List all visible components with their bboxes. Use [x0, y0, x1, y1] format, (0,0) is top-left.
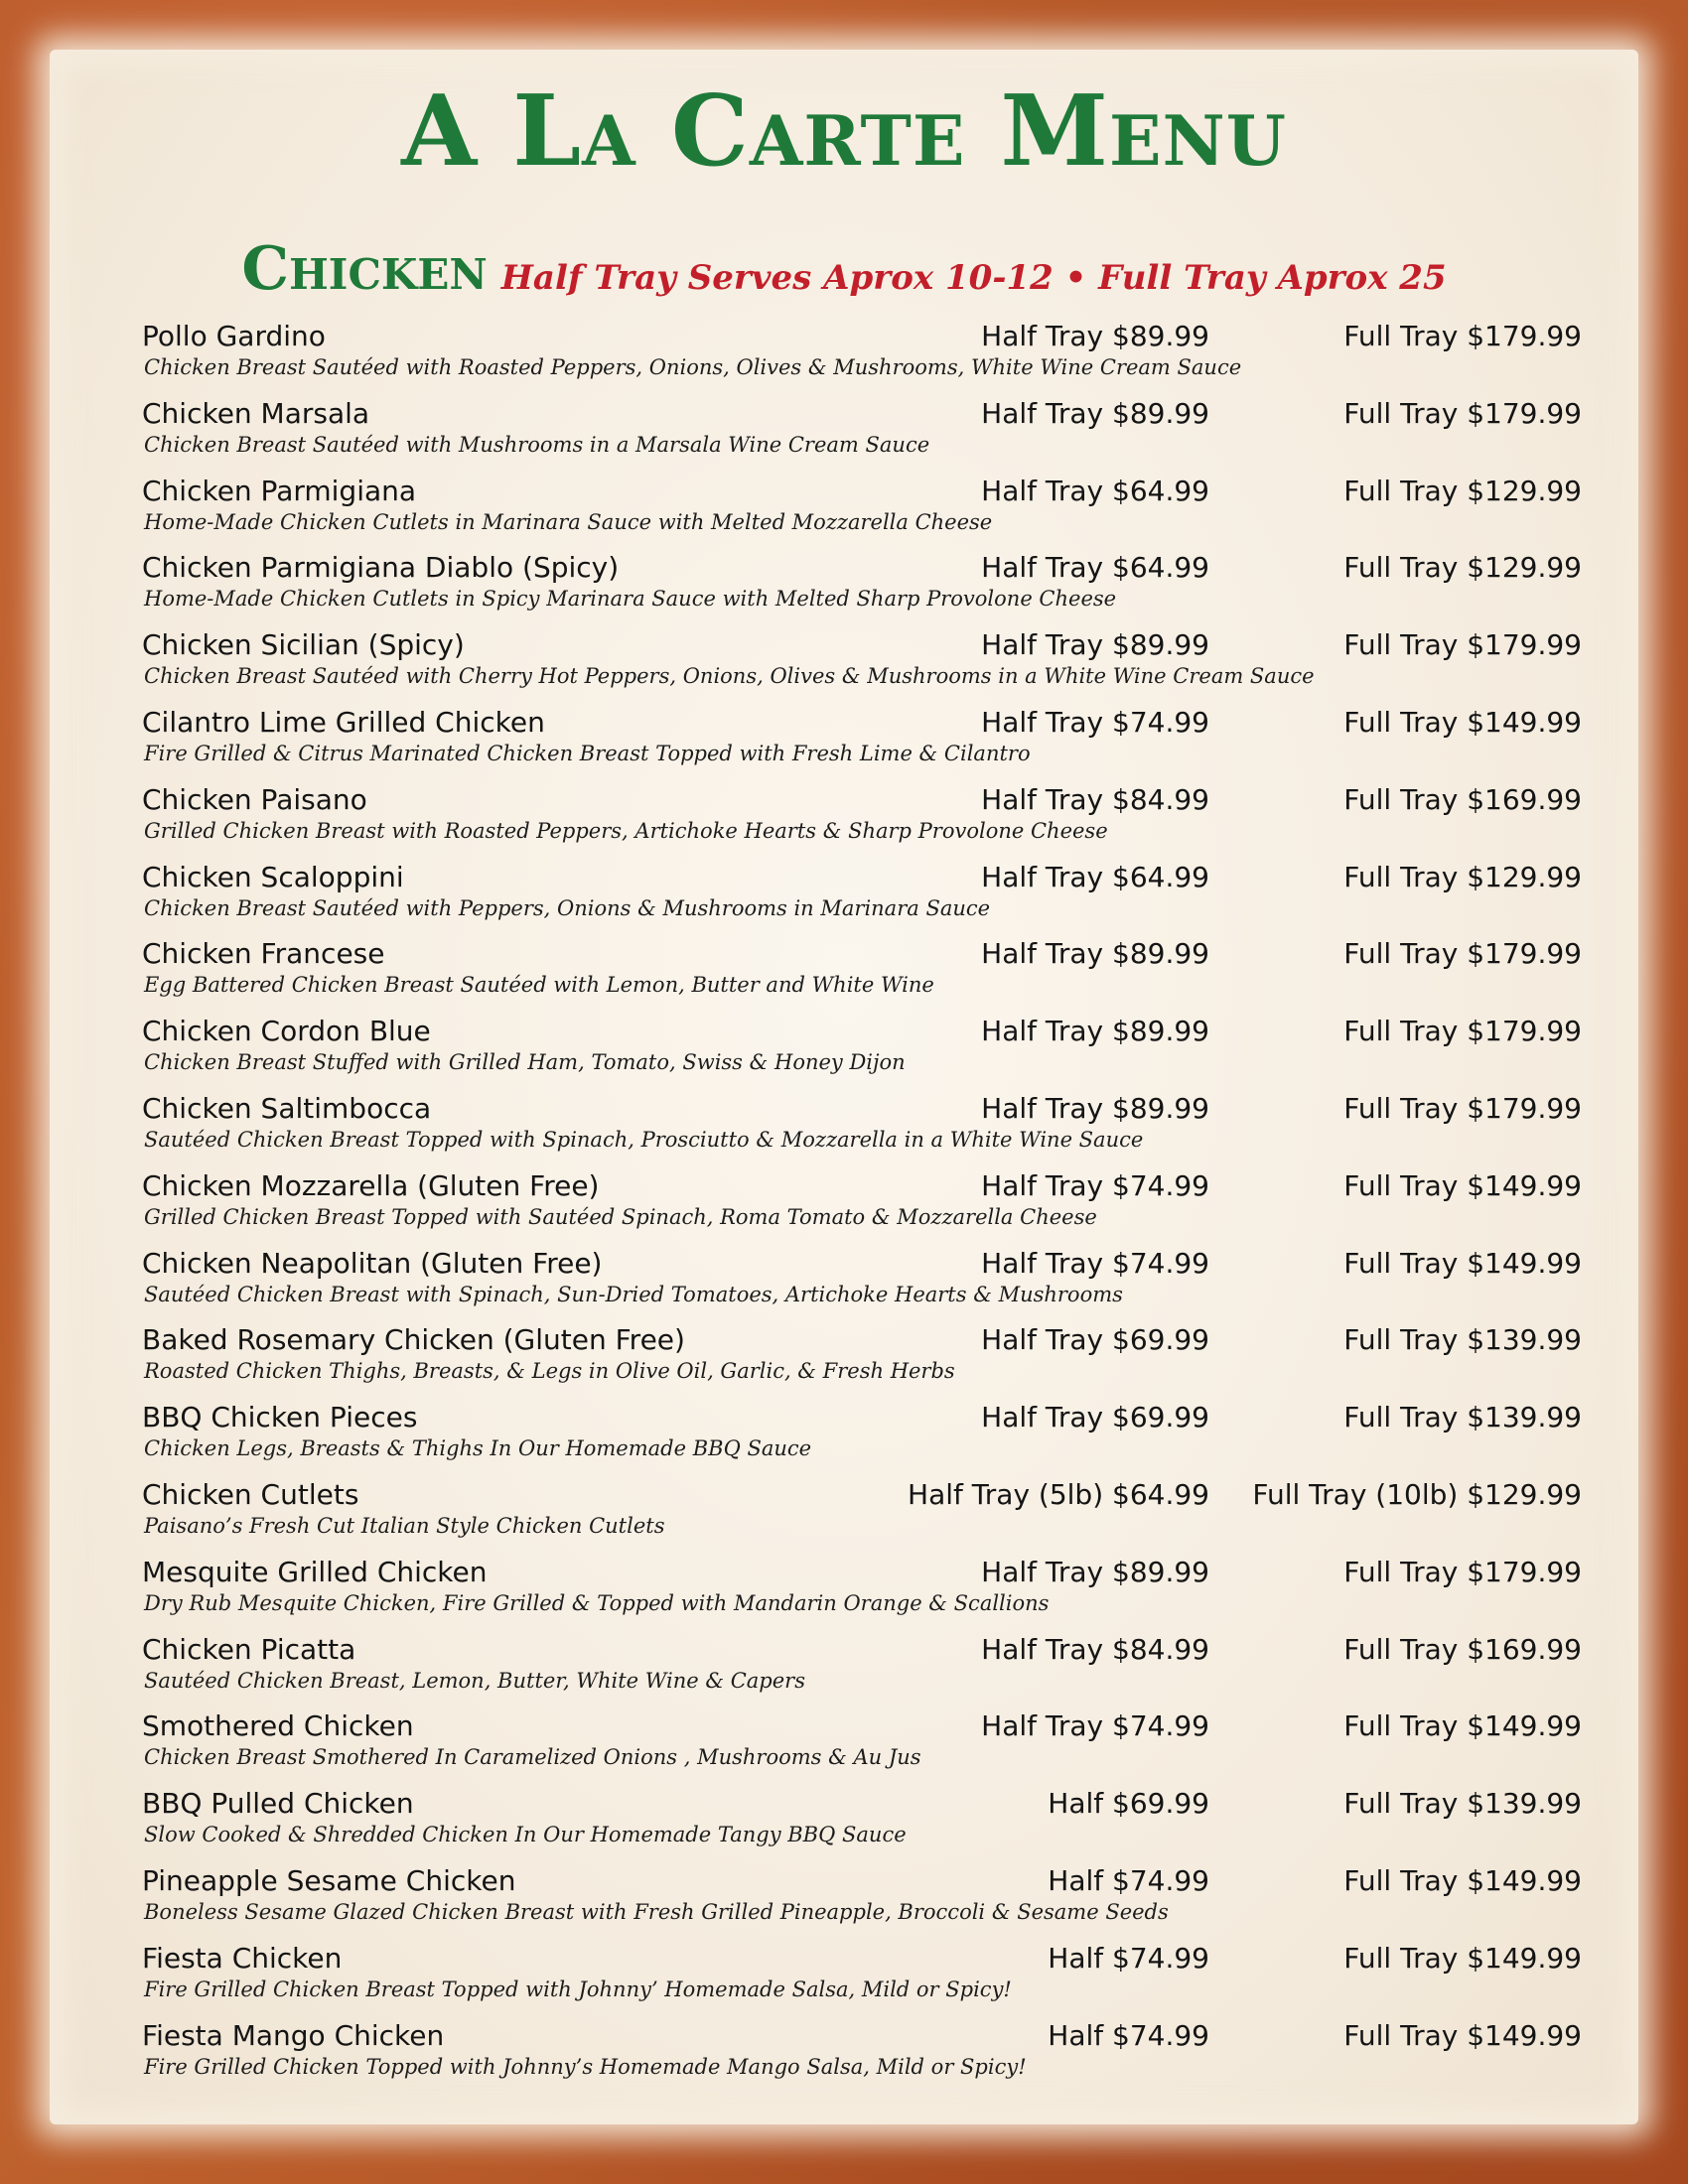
half-tray-price: Half $69.99 [1048, 1787, 1209, 1821]
menu-item-name: Chicken Neapolitan (Gluten Free) [142, 1246, 603, 1280]
menu-item-name: Chicken Scaloppini [142, 860, 404, 893]
menu-item [142, 937, 1582, 1015]
menu-item-name: Chicken Parmigiana Diablo (Spicy) [142, 551, 620, 585]
menu-item-description: Paisano’s Fresh Cut Italian Style Chicken Cutlets [144, 1513, 665, 1538]
menu-item-description: Home-Made Chicken Cutlets in Spicy Marinara Sauce with Melted Sharp Provolone Cheese [144, 587, 1117, 612]
menu-item-name: Smothered Chicken [142, 1709, 414, 1743]
menu-item-description: Slow Cooked & Shredded Chicken In Our Homemade Tangy BBQ Sauce [144, 1823, 907, 1847]
menu-item-name: Mesquite Grilled Chicken [142, 1555, 488, 1588]
menu-item [142, 1942, 1582, 2019]
menu-item-description: Chicken Breast Sautéed with Roasted Peppers, Onions, Olives & Mushrooms, White Wine Cream Sauce [144, 355, 1242, 379]
half-tray-price: Half Tray $89.99 [981, 1015, 1209, 1048]
menu-item [142, 783, 1582, 861]
full-tray-price: Full Tray $139.99 [1343, 1401, 1582, 1434]
menu-item-name: Chicken Cordon Blue [142, 1015, 431, 1048]
menu-item-description: Chicken Breast Smothered In Caramelized Onions , Mushrooms & Au Jus [144, 1745, 921, 1770]
menu-item-description: Fire Grilled Chicken Breast Topped with Johnny’ Homemade Salsa, Mild or Spicy! [144, 1977, 1012, 2001]
full-tray-price: Full Tray $129.99 [1343, 551, 1582, 585]
menu-item-name: Chicken Sicilian (Spicy) [142, 628, 465, 662]
half-tray-price: Half Tray $74.99 [981, 1709, 1209, 1743]
half-tray-price: Half Tray $69.99 [981, 1323, 1209, 1357]
half-tray-price: Half Tray $74.99 [981, 1168, 1209, 1202]
section-header [0, 234, 1688, 304]
menu-item-name: Chicken Francese [142, 937, 385, 971]
menu-item-name: Chicken Parmigiana [142, 474, 417, 507]
menu-item-description: Roasted Chicken Thighs, Breasts, & Legs in Olive Oil, Garlic, & Fresh Herbs [144, 1359, 955, 1384]
menu-item-description: Chicken Breast Sautéed with Peppers, Onions & Mushrooms in Marinara Sauce [144, 895, 991, 920]
menu-item [142, 397, 1582, 475]
full-tray-price: Full Tray $149.99 [1343, 1246, 1582, 1280]
menu-item-name: Chicken Marsala [142, 396, 370, 430]
menu-item-name: Fiesta Chicken [142, 1941, 343, 1975]
menu-item-description: Chicken Legs, Breasts & Thighs In Our Homemade BBQ Sauce [144, 1436, 812, 1461]
menu-item-name: Pollo Gardino [142, 320, 326, 352]
menu-item-name: Pineapple Sesame Chicken [142, 1863, 516, 1897]
menu-item [142, 861, 1582, 938]
menu-item [142, 1633, 1582, 1710]
full-tray-price: Full Tray $139.99 [1343, 1787, 1582, 1821]
menu-item-name: Chicken Cutlets [142, 1477, 359, 1511]
menu-items-list [142, 320, 1582, 2096]
menu-item-description: Grilled Chicken Breast Topped with Sautéed Spinach, Roma Tomato & Mozzarella Cheese [144, 1204, 1097, 1229]
section-title: Chicken [241, 234, 488, 304]
menu-item [142, 1556, 1582, 1633]
menu-item [142, 1401, 1582, 1478]
half-tray-price: Half Tray $84.99 [981, 782, 1209, 816]
full-tray-price: Full Tray $179.99 [1343, 320, 1582, 352]
menu-item [142, 2019, 1582, 2097]
half-tray-price: Half $74.99 [1048, 1941, 1209, 1975]
full-tray-price: Full Tray $179.99 [1343, 396, 1582, 430]
menu-item-name: BBQ Pulled Chicken [142, 1787, 414, 1821]
menu-title: A La Carte Menu [401, 74, 1287, 189]
menu-item-name: Chicken Mozzarella (Gluten Free) [142, 1168, 600, 1202]
menu-item [142, 1092, 1582, 1169]
full-tray-price: Full Tray (10lb) $129.99 [1252, 1477, 1582, 1511]
menu-item-description: Chicken Breast Sautéed with Mushrooms in a Marsala Wine Cream Sauce [144, 432, 930, 457]
menu-item [142, 320, 1582, 397]
menu-item-description: Chicken Breast Stuffed with Grilled Ham, Tomato, Swiss & Honey Dijon [144, 1050, 906, 1075]
menu-item-name: Chicken Picatta [142, 1632, 356, 1666]
full-tray-price: Full Tray $129.99 [1343, 474, 1582, 507]
menu-item-description: Sautéed Chicken Breast, Lemon, Butter, White Wine & Capers [144, 1668, 805, 1693]
menu-item [142, 551, 1582, 628]
menu-item [142, 628, 1582, 706]
menu-item-name: Baked Rosemary Chicken (Gluten Free) [142, 1323, 685, 1357]
half-tray-price: Half Tray $64.99 [981, 860, 1209, 893]
half-tray-price: Half Tray (5lb) $64.99 [908, 1477, 1209, 1511]
full-tray-price: Full Tray $139.99 [1343, 1323, 1582, 1357]
menu-item [142, 475, 1582, 552]
half-tray-price: Half Tray $84.99 [981, 1632, 1209, 1666]
full-tray-price: Full Tray $179.99 [1343, 1091, 1582, 1125]
half-tray-price: Half Tray $69.99 [981, 1401, 1209, 1434]
menu-item [142, 1247, 1582, 1324]
menu-item-description: Boneless Sesame Glazed Chicken Breast with Fresh Grilled Pineapple, Broccoli & Sesame Seeds [144, 1899, 1169, 1924]
half-tray-price: Half Tray $89.99 [981, 320, 1209, 352]
menu-item [142, 1169, 1582, 1247]
menu-item-description: Fire Grilled & Citrus Marinated Chicken Breast Topped with Fresh Lime & Cilantro [144, 741, 1031, 765]
menu-item [142, 1787, 1582, 1864]
full-tray-price: Full Tray $149.99 [1343, 1941, 1582, 1975]
menu-item-name: Chicken Saltimbocca [142, 1091, 432, 1125]
full-tray-price: Full Tray $149.99 [1343, 2018, 1582, 2052]
half-tray-price: Half $74.99 [1048, 2018, 1209, 2052]
menu-item-name: Cilantro Lime Grilled Chicken [142, 705, 545, 739]
full-tray-price: Full Tray $179.99 [1343, 1555, 1582, 1588]
menu-item-description: Grilled Chicken Breast with Roasted Peppers, Artichoke Hearts & Sharp Provolone Cheese [144, 818, 1108, 843]
full-tray-price: Full Tray $149.99 [1343, 1863, 1582, 1897]
full-tray-price: Full Tray $149.99 [1343, 705, 1582, 739]
menu-item [142, 1864, 1582, 1942]
full-tray-price: Full Tray $179.99 [1343, 937, 1582, 971]
full-tray-price: Full Tray $129.99 [1343, 860, 1582, 893]
menu-item-description: Egg Battered Chicken Breast Sautéed with Lemon, Butter and White Wine [144, 973, 934, 998]
menu-item-description: Fire Grilled Chicken Topped with Johnny’s Homemade Mango Salsa, Mild or Spicy! [144, 2054, 1027, 2079]
menu-item [142, 1478, 1582, 1556]
half-tray-price: Half Tray $64.99 [981, 474, 1209, 507]
half-tray-price: Half Tray $89.99 [981, 628, 1209, 662]
menu-item-description: Sautéed Chicken Breast Topped with Spinach, Prosciutto & Mozzarella in a White Wine Sauce [144, 1127, 1144, 1152]
full-tray-price: Full Tray $179.99 [1343, 628, 1582, 662]
menu-item-description: Chicken Breast Sautéed with Cherry Hot Peppers, Onions, Olives & Mushrooms in a White Wine Cream Sauce [144, 664, 1315, 689]
menu-item-name: Chicken Paisano [142, 782, 367, 816]
full-tray-price: Full Tray $149.99 [1343, 1709, 1582, 1743]
full-tray-price: Full Tray $169.99 [1343, 782, 1582, 816]
menu-item-description: Dry Rub Mesquite Chicken, Fire Grilled & Topped with Mandarin Orange & Scallions [144, 1590, 1050, 1615]
half-tray-price: Half Tray $89.99 [981, 937, 1209, 971]
menu-item-name: BBQ Chicken Pieces [142, 1401, 418, 1434]
menu-item-name: Fiesta Mango Chicken [142, 2018, 445, 2052]
full-tray-price: Full Tray $179.99 [1343, 1015, 1582, 1048]
menu-item [142, 1015, 1582, 1092]
menu-item-description: Home-Made Chicken Cutlets in Marinara Sauce with Melted Mozzarella Cheese [144, 509, 993, 534]
full-tray-price: Full Tray $149.99 [1343, 1168, 1582, 1202]
menu-item [142, 1709, 1582, 1787]
half-tray-price: Half $74.99 [1048, 1863, 1209, 1897]
half-tray-price: Half Tray $89.99 [981, 1091, 1209, 1125]
menu-item-description: Sautéed Chicken Breast with Spinach, Sun-Dried Tomatoes, Artichoke Hearts & Mushrooms [144, 1282, 1123, 1306]
half-tray-price: Half Tray $64.99 [981, 551, 1209, 585]
half-tray-price: Half Tray $74.99 [981, 705, 1209, 739]
menu-item [142, 706, 1582, 783]
section-serving-note: Half Tray Serves Aprox 10-12 • Full Tray Aprox 25 [500, 258, 1447, 298]
menu-item [142, 1323, 1582, 1401]
half-tray-price: Half Tray $89.99 [981, 396, 1209, 430]
half-tray-price: Half Tray $74.99 [981, 1246, 1209, 1280]
full-tray-price: Full Tray $169.99 [1343, 1632, 1582, 1666]
half-tray-price: Half Tray $89.99 [981, 1555, 1209, 1588]
